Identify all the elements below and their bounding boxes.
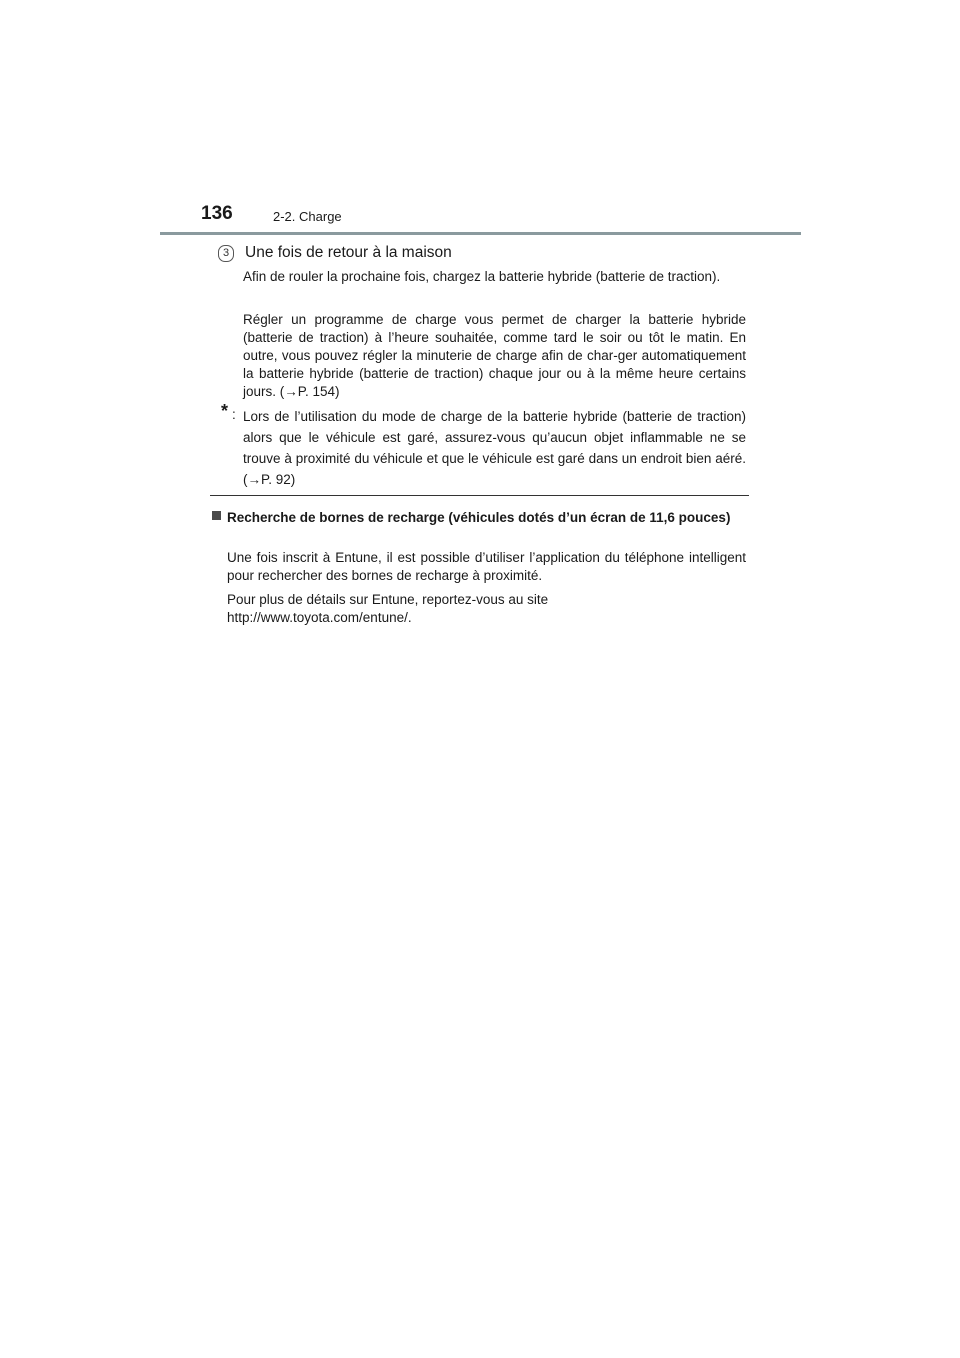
info-heading-text: Recherche de bornes de recharge (véhicules dotés d’un écran de 11,6 pouces) [227, 510, 731, 525]
info-paragraph-1: Une fois inscrit à Entune, il est possible d’utiliser l’application du téléphone intelligent pour rechercher des bornes de recharge à proximité. [227, 550, 746, 583]
page-number: 136 [201, 203, 233, 224]
footnote-colon: : [232, 407, 236, 422]
step-heading [218, 243, 452, 263]
square-bullet-icon [212, 511, 221, 520]
section-label: 2-2. Charge [273, 209, 342, 224]
info-paragraph-2-text: Pour plus de détails sur Entune, reportez-vous au site [227, 592, 549, 607]
footnote-asterisk: * [221, 401, 229, 421]
step-title: Une fois de retour à la maison [245, 244, 452, 261]
entune-url-link[interactable]: http://www.toyota.com/entune/. [227, 610, 412, 625]
footnote-text: Lors de l’utilisation du mode de charge de la batterie hybride (batterie de traction) alors que le véhicule est garé, assurez-vous qu’aucun objet inflammable ne se trouve à proximité du véhicule et que le véhicule est garé dans un endroit bien aéré. (→P. 92) [243, 409, 746, 487]
step-paragraph-1: Afin de rouler la prochaine fois, chargez la batterie hybride (batterie de traction). [243, 269, 721, 284]
step-paragraph-2: Régler un programme de charge vous permet de charger la batterie hybride (batterie de traction) à l’heure souhaitée, comme tard le soir ou tôt le matin. En outre, vous pouvez régler la minuterie de charge afin de char-ger automatiquement la batterie hybride (batterie de traction) chaque jour ou à la même heure certains jours. (→P. 154) [243, 312, 746, 399]
section-divider [210, 495, 749, 496]
header-rule [160, 232, 801, 235]
step-number-badge: 3 [218, 245, 234, 262]
info-paragraph-2 [227, 591, 746, 627]
